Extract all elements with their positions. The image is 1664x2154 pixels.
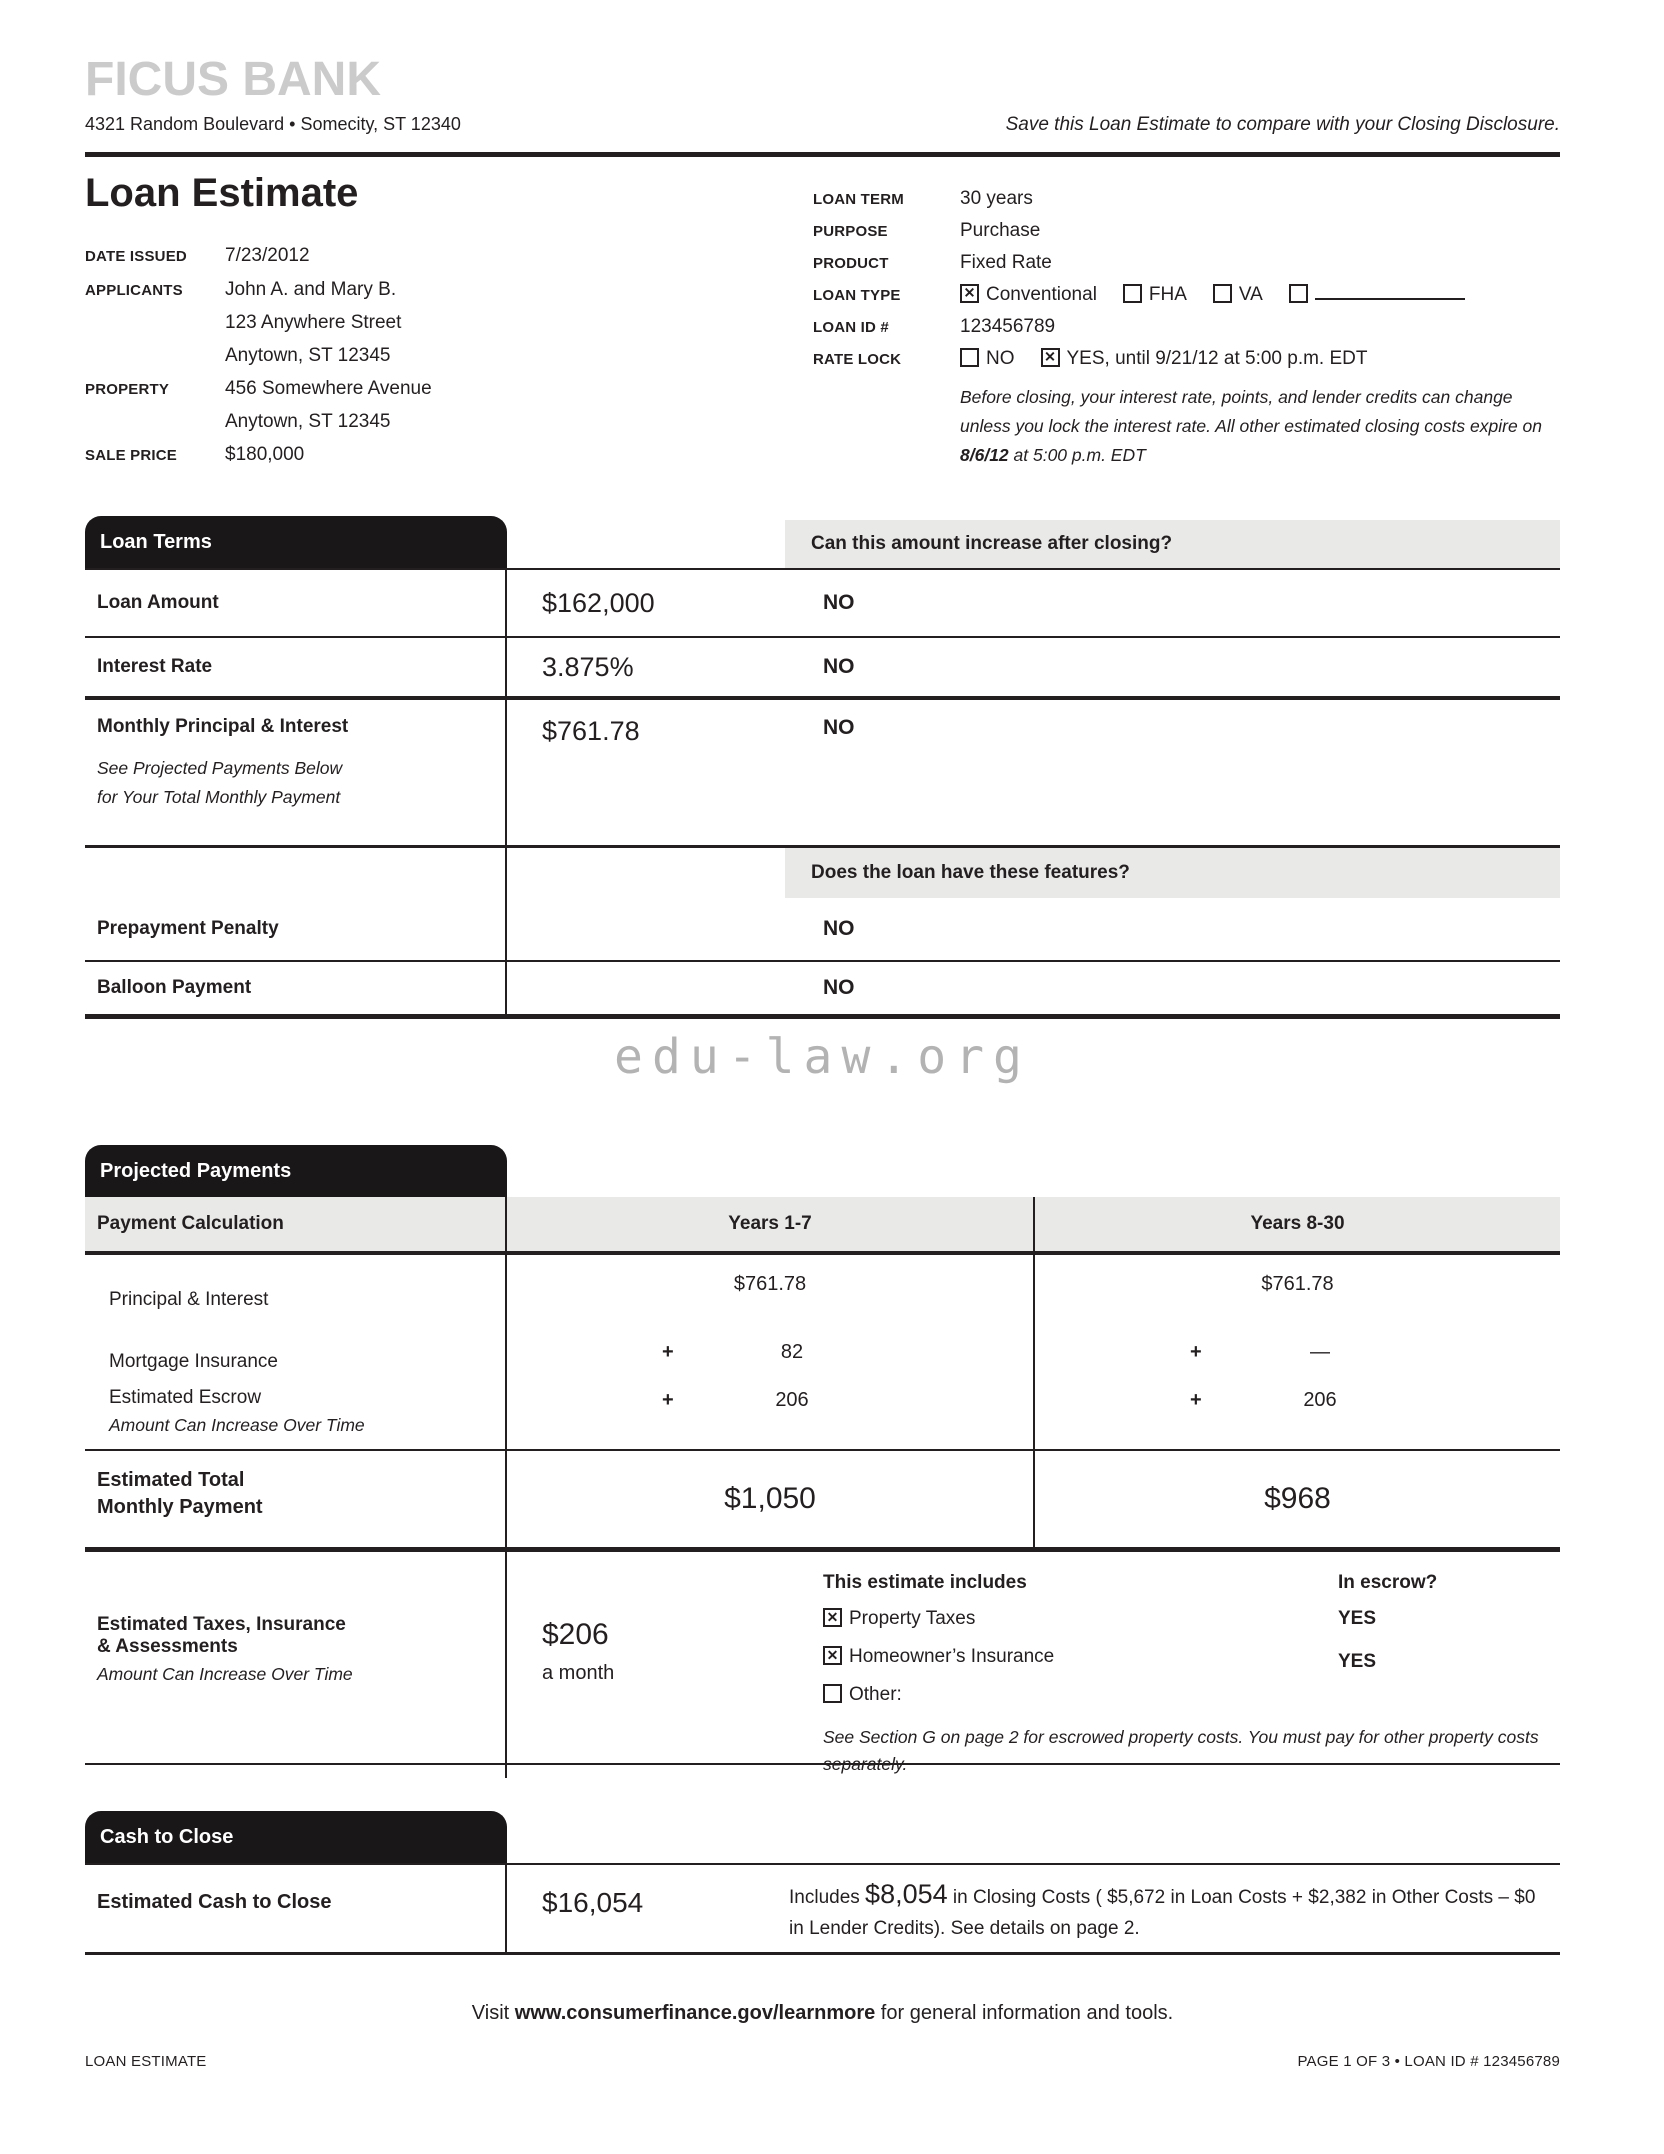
cash-to-close-row [85, 1863, 1560, 1955]
rate-lock-option-no: NO [960, 343, 1015, 374]
years-1-7-header: Years 1-7 [507, 1197, 1035, 1251]
cash-to-close-section [85, 1811, 1560, 1955]
monthly-pi-answer: NO [823, 716, 855, 739]
loan-terms-tab: Loan Terms [85, 516, 507, 568]
loan-type-option-conventional: ✕ Conventional [960, 279, 1097, 310]
table-row [85, 1381, 1560, 1449]
monthly-pi-note: See Projected Payments Below for Your Total Monthly Payment [97, 758, 343, 807]
mortgage-insurance-years-1-7: + 82 [507, 1325, 1035, 1381]
top-section [85, 169, 1560, 472]
prepayment-penalty-answer: NO [823, 917, 855, 940]
taxes-columns [823, 1572, 1593, 1722]
mortgage-insurance-label: Mortgage Insurance [85, 1325, 507, 1381]
monthly-pi-value: $761.78 [542, 716, 640, 746]
property-line: 456 Somewhere Avenue [225, 378, 432, 399]
projected-payments-header-row [85, 1197, 1560, 1255]
features-question-cell [785, 848, 1560, 898]
mortgage-insurance-years-8-30: + — [1190, 1341, 1330, 1363]
balloon-payment-answer: NO [823, 976, 855, 999]
rate-lock-option-yes: ✕ YES, until 9/21/12 at 5:00 p.m. EDT [1041, 343, 1368, 374]
product-value: Fixed Rate [960, 252, 1052, 273]
plus-sign: + [1190, 1389, 1202, 1411]
estimated-taxes-value: $206 [542, 1618, 609, 1651]
loan-term-value: 30 years [960, 188, 1033, 209]
applicants-line: John A. and Mary B. [225, 279, 397, 300]
estimated-taxes-detail-cell [785, 1552, 1593, 1778]
loan-term-label: LOAN TERM [813, 191, 904, 208]
balloon-payment-label: Balloon Payment [85, 962, 507, 1014]
checkbox-checked-icon [960, 284, 979, 303]
monthly-pi-cell [85, 700, 507, 845]
estimated-escrow-note: Amount Can Increase Over Time [109, 1415, 365, 1435]
estimated-taxes-row [85, 1552, 1560, 1774]
estimated-taxes-label-cell: Estimated Taxes, Insurance & Assessments Amount Can Increase Over Time [85, 1552, 507, 1778]
page-footer [85, 2053, 1560, 2070]
table-row [85, 700, 1560, 848]
property-label: PROPERTY [85, 381, 170, 398]
loan-type-option-fha: FHA [1123, 279, 1187, 310]
loan-type-label: LOAN TYPE [813, 287, 901, 304]
projected-payments-section [85, 1145, 1560, 1774]
escrow-title: In escrow? [1338, 1572, 1438, 1593]
table-row [85, 570, 1560, 638]
estimated-total-row [85, 1449, 1560, 1552]
checkbox-unchecked-icon [960, 348, 979, 367]
doc-type-label: LOAN ESTIMATE [85, 2053, 207, 2070]
includes-item-property-taxes: ✕Property Taxes [823, 1608, 1338, 1630]
property-value [225, 372, 432, 438]
table-row [85, 962, 1560, 1019]
rate-lock-note: Before closing, your interest rate, points, and lender credits can change unless you lock the interest rate. All other estimated closing costs expire on 8/6/12 at 5:00 p.m. EDT [960, 387, 1543, 465]
watermark: edu-law.org [614, 1029, 1031, 1085]
loan-amount-value: $162,000 [542, 587, 655, 618]
purpose-value: Purchase [960, 220, 1041, 241]
empty-cell [507, 962, 785, 1014]
loan-id-value: 123456789 [960, 316, 1056, 337]
checkbox-checked-icon [823, 1646, 842, 1665]
header-divider [85, 152, 1560, 157]
interest-rate-label: Interest Rate [85, 638, 507, 696]
empty-cell [507, 898, 785, 960]
loan-terms-section [85, 516, 1560, 1019]
property-line: Anytown, ST 12345 [225, 411, 391, 432]
consumerfinance-link[interactable]: www.consumerfinance.gov/learnmore [514, 2002, 876, 2024]
estimated-cash-to-close-value: $16,054 [542, 1887, 644, 1918]
save-disclosure-note: Save this Loan Estimate to compare with your Closing Disclosure. [1005, 114, 1560, 135]
applicants-row [85, 273, 813, 372]
page-number-info: PAGE 1 OF 3 • LOAN ID # 123456789 [1297, 2053, 1560, 2070]
page-title: Loan Estimate [85, 171, 359, 215]
sale-price-label: SALE PRICE [85, 447, 178, 464]
estimated-total-label: Estimated Total Monthly Payment [85, 1451, 507, 1547]
top-left-column [85, 169, 813, 472]
prepayment-penalty-label: Prepayment Penalty [85, 898, 507, 960]
loan-id-row [813, 311, 1560, 343]
interest-rate-answer: NO [823, 655, 855, 678]
taxes-includes-column [823, 1572, 1338, 1722]
loan-type-option-other [1289, 279, 1465, 310]
loan-terms-table [85, 568, 1560, 1019]
estimated-total-years-8-30: $968 [1264, 1482, 1331, 1515]
table-row [85, 898, 1560, 962]
principal-interest-years-1-7: $761.78 [507, 1255, 1035, 1325]
table-row [85, 1325, 1560, 1381]
purpose-row [813, 215, 1560, 247]
estimated-escrow-years-8-30: + 206 [1190, 1389, 1337, 1411]
rate-lock-row [813, 343, 1560, 375]
cash-to-close-tab: Cash to Close [85, 1811, 507, 1863]
empty-cell [85, 848, 507, 898]
years-8-30-header: Years 8-30 [1250, 1213, 1345, 1234]
estimated-taxes-value-cell [507, 1552, 785, 1778]
checkbox-unchecked-icon [1289, 284, 1308, 303]
checkbox-unchecked-icon [823, 1684, 842, 1703]
table-row [85, 848, 1560, 898]
sale-price-row [85, 438, 813, 472]
estimated-escrow-cell [85, 1381, 507, 1449]
visit-info-line: Visit www.consumerfinance.gov/learnmore for general information and tools. [471, 2002, 1174, 2024]
loan-type-option-va: VA [1213, 279, 1263, 310]
loan-terms-header [85, 516, 1560, 568]
checkbox-checked-icon [1041, 348, 1060, 367]
loan-amount-answer: NO [823, 591, 855, 614]
closing-costs-expire-date: 8/6/12 [960, 445, 1009, 465]
header-row [85, 114, 1560, 136]
loan-type-options [960, 279, 1465, 310]
includes-item-homeowners-insurance: ✕Homeowner’s Insurance [823, 1646, 1338, 1668]
monthly-pi-label: Monthly Principal & Interest [97, 716, 349, 737]
checkbox-unchecked-icon [1123, 284, 1142, 303]
escrow-answer: YES [1338, 1608, 1377, 1629]
increase-question-band: Can this amount increase after closing? [785, 520, 1560, 568]
closing-costs-amount: $8,054 [865, 1879, 948, 1909]
estimated-cash-to-close-label: Estimated Cash to Close [85, 1865, 507, 1952]
left-details [85, 239, 813, 472]
bank-address: 4321 Random Boulevard • Somecity, ST 12340 [85, 114, 461, 134]
rate-lock-options [960, 343, 1368, 374]
applicants-label: APPLICANTS [85, 282, 183, 299]
principal-interest-years-8-30: $761.78 [1261, 1273, 1334, 1295]
principal-interest-label: Principal & Interest [85, 1255, 507, 1325]
purpose-label: PURPOSE [813, 223, 888, 240]
right-details [813, 183, 1560, 472]
date-issued-value: 7/23/2012 [225, 245, 310, 266]
checkbox-unchecked-icon [1213, 284, 1232, 303]
estimated-escrow-label: Estimated Escrow [109, 1387, 262, 1408]
applicants-line: Anytown, ST 12345 [225, 345, 391, 366]
projected-payments-tab: Projected Payments [85, 1145, 507, 1197]
property-row [85, 372, 813, 438]
table-row [85, 638, 1560, 700]
includes-title: This estimate includes [823, 1572, 1027, 1593]
estimated-escrow-years-1-7: + 206 [507, 1381, 1035, 1449]
escrow-answer: YES [1338, 1651, 1377, 1672]
product-label: PRODUCT [813, 255, 889, 272]
table-row [85, 1255, 1560, 1325]
applicants-line: 123 Anywhere Street [225, 312, 402, 333]
includes-item-other: Other: [823, 1684, 1338, 1706]
cash-to-close-description: Includes $8,054 in Closing Costs ( $5,672 in Loan Costs + $2,382 in Other Costs – $0 in Lender Credits). See details on page 2. [789, 1879, 1536, 1939]
product-row [813, 247, 1560, 279]
loan-term-row [813, 183, 1560, 215]
loan-type-row [813, 279, 1560, 311]
estimated-total-years-1-7: $1,050 [507, 1451, 1035, 1547]
estimated-taxes-unit: a month [542, 1662, 615, 1684]
plus-sign: + [662, 1341, 674, 1363]
rate-lock-label: RATE LOCK [813, 351, 902, 368]
payment-calculation-header: Payment Calculation [85, 1197, 507, 1251]
empty-cell [507, 848, 785, 898]
sale-price-value: $180,000 [225, 444, 305, 465]
taxes-escrow-column [1338, 1572, 1437, 1722]
checkbox-checked-icon [823, 1608, 842, 1627]
estimated-taxes-note: Amount Can Increase Over Time [97, 1664, 353, 1684]
blank-fill-line [1315, 284, 1465, 300]
plus-sign: + [662, 1389, 674, 1411]
interest-rate-value: 3.875% [542, 651, 634, 682]
applicants-value [225, 273, 401, 372]
features-question-band: Does the loan have these features? [785, 848, 1560, 898]
date-issued-label: DATE ISSUED [85, 248, 187, 265]
date-issued-row [85, 239, 813, 273]
bank-logo: FICUS BANK [85, 53, 381, 106]
plus-sign: + [1190, 1341, 1202, 1363]
section-g-note: See Section G on page 2 for escrowed property costs. You must pay for other property costs separately. [823, 1727, 1539, 1774]
loan-id-label: LOAN ID # [813, 319, 889, 336]
loan-amount-label: Loan Amount [85, 570, 507, 636]
